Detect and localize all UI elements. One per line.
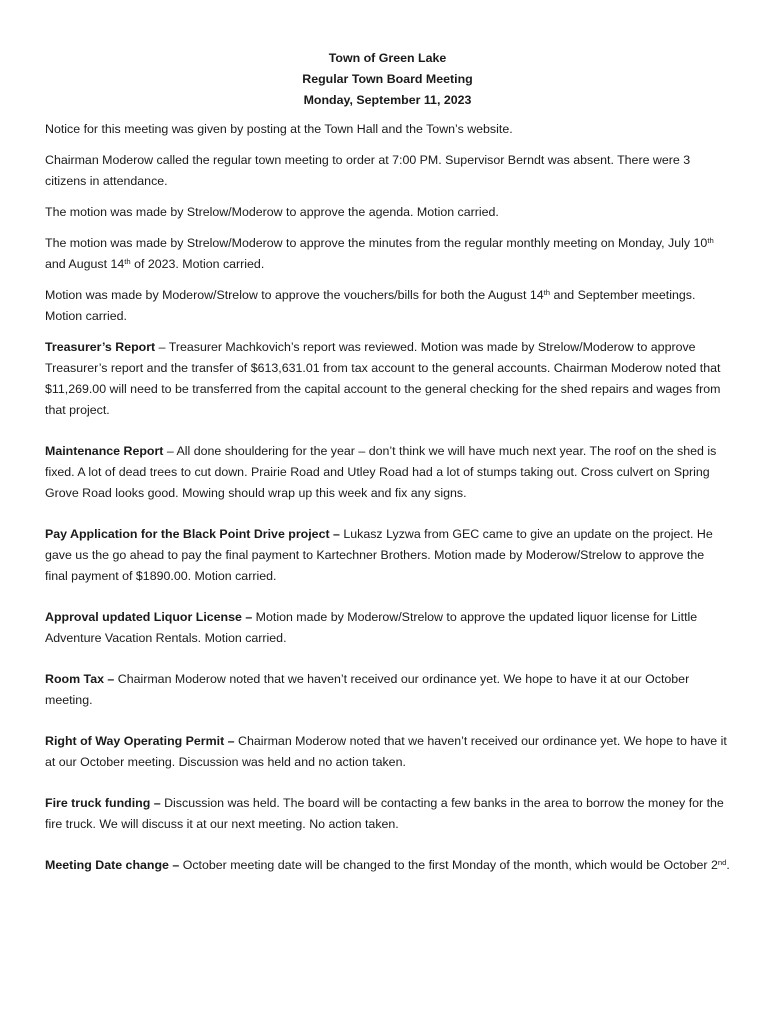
maintenance-report-paragraph	[45, 441, 730, 504]
right-of-way-text: Chairman Moderow noted that we haven’t received our ordinance yet. We hope to have it at our October meeting. Discussion was held and no action taken.	[45, 734, 727, 769]
fire-truck-funding-text: Discussion was held. The board will be contacting a few banks in the area to borrow the money for the fire truck. We will discuss it at our next meeting. No action taken.	[45, 796, 724, 831]
minutes-text-a: The motion was made by Strelow/Moderow to approve the minutes from the regular monthly meeting on Monday, July 10	[45, 236, 708, 250]
minutes-text-c: of 2023. Motion carried.	[130, 257, 265, 271]
liquor-license-text: Motion made by Moderow/Strelow to approve the updated liquor license for Little Adventure Vacation Rentals. Motion carried.	[45, 610, 698, 645]
treasurer-report-text: – Treasurer Machkovich’s report was reviewed. Motion was made by Strelow/Moderow to approve Treasurer’s report and the transfer of $613,631.01 from tax account to the general accounts. Chairman Moderow noted that $11,269.00 will need to be transferred from the capital account to the general checking for the shed repairs and wages from that project.	[45, 340, 721, 417]
maintenance-report-text: – All done shouldering for the year – don’t think we will have much next year. The roof on the shed is fixed. A lot of dead trees to cut down. Prairie Road and Utley Road had a lot of stumps taking out. Cross culvert on Spring Grove Road looks good. Mowing should wrap up this week and fix any signs.	[45, 444, 717, 500]
meeting-date-change-paragraph	[45, 855, 730, 876]
right-of-way-paragraph	[45, 731, 730, 773]
minutes-sup-2: th	[124, 256, 131, 266]
notice-paragraph: Notice for this meeting was given by posting at the Town Hall and the Town’s website.	[45, 122, 513, 136]
pay-application-paragraph	[45, 524, 730, 587]
town-name: Town of Green Lake	[328, 51, 447, 65]
meeting-date-change-heading: Meeting Date change –	[45, 858, 180, 872]
room-tax-heading: Room Tax –	[45, 672, 115, 686]
vouchers-paragraph	[45, 285, 730, 327]
minutes-text-b: and August 14	[45, 257, 125, 271]
room-tax-text: Chairman Moderow noted that we haven’t received our ordinance yet. We hope to have it at our October meeting.	[45, 672, 690, 707]
treasurer-report-heading: Treasurer’s Report	[45, 340, 156, 354]
meeting-date-change-text: October meeting date will be changed to the first Monday of the month, which would be October 2	[179, 858, 718, 872]
minutes-sup-1: th	[707, 235, 714, 245]
fire-truck-funding-paragraph	[45, 793, 730, 835]
meeting-type: Regular Town Board Meeting	[302, 72, 473, 86]
call-to-order-paragraph: Chairman Moderow called the regular town meeting to order at 7:00 PM. Supervisor Berndt was absent. There were 3 citizens in attendance.	[45, 153, 691, 188]
fire-truck-funding-heading: Fire truck funding –	[45, 796, 161, 810]
liquor-license-paragraph	[45, 607, 730, 649]
liquor-license-heading: Approval updated Liquor License –	[45, 610, 253, 624]
pay-application-heading: Pay Application for the Black Point Drive project –	[45, 527, 340, 541]
minutes-paragraph	[45, 233, 730, 275]
agenda-paragraph: The motion was made by Strelow/Moderow to approve the agenda. Motion carried.	[45, 205, 499, 219]
vouchers-text-a: Motion was made by Moderow/Strelow to approve the vouchers/bills for both the August 14	[45, 288, 544, 302]
meeting-date: Monday, September 11, 2023	[303, 93, 472, 107]
right-of-way-heading: Right of Way Operating Permit –	[45, 734, 235, 748]
meeting-date-change-sup: nd	[717, 857, 727, 867]
pay-application-text: Lukasz Lyzwa from GEC came to give an update on the project. He gave us the go ahead to pay the final payment to Kartechner Brothers. Motion made by Moderow/Strelow to approve the final payment of $1890.00. Motion carried.	[45, 527, 713, 583]
meeting-date-change-end: .	[726, 858, 730, 872]
vouchers-text-b: and September meetings. Motion carried.	[45, 288, 696, 323]
document-header	[45, 48, 730, 111]
vouchers-sup: th	[543, 287, 551, 297]
room-tax-paragraph	[45, 669, 730, 711]
maintenance-report-heading: Maintenance Report	[45, 444, 164, 458]
treasurer-report-paragraph	[45, 337, 730, 421]
